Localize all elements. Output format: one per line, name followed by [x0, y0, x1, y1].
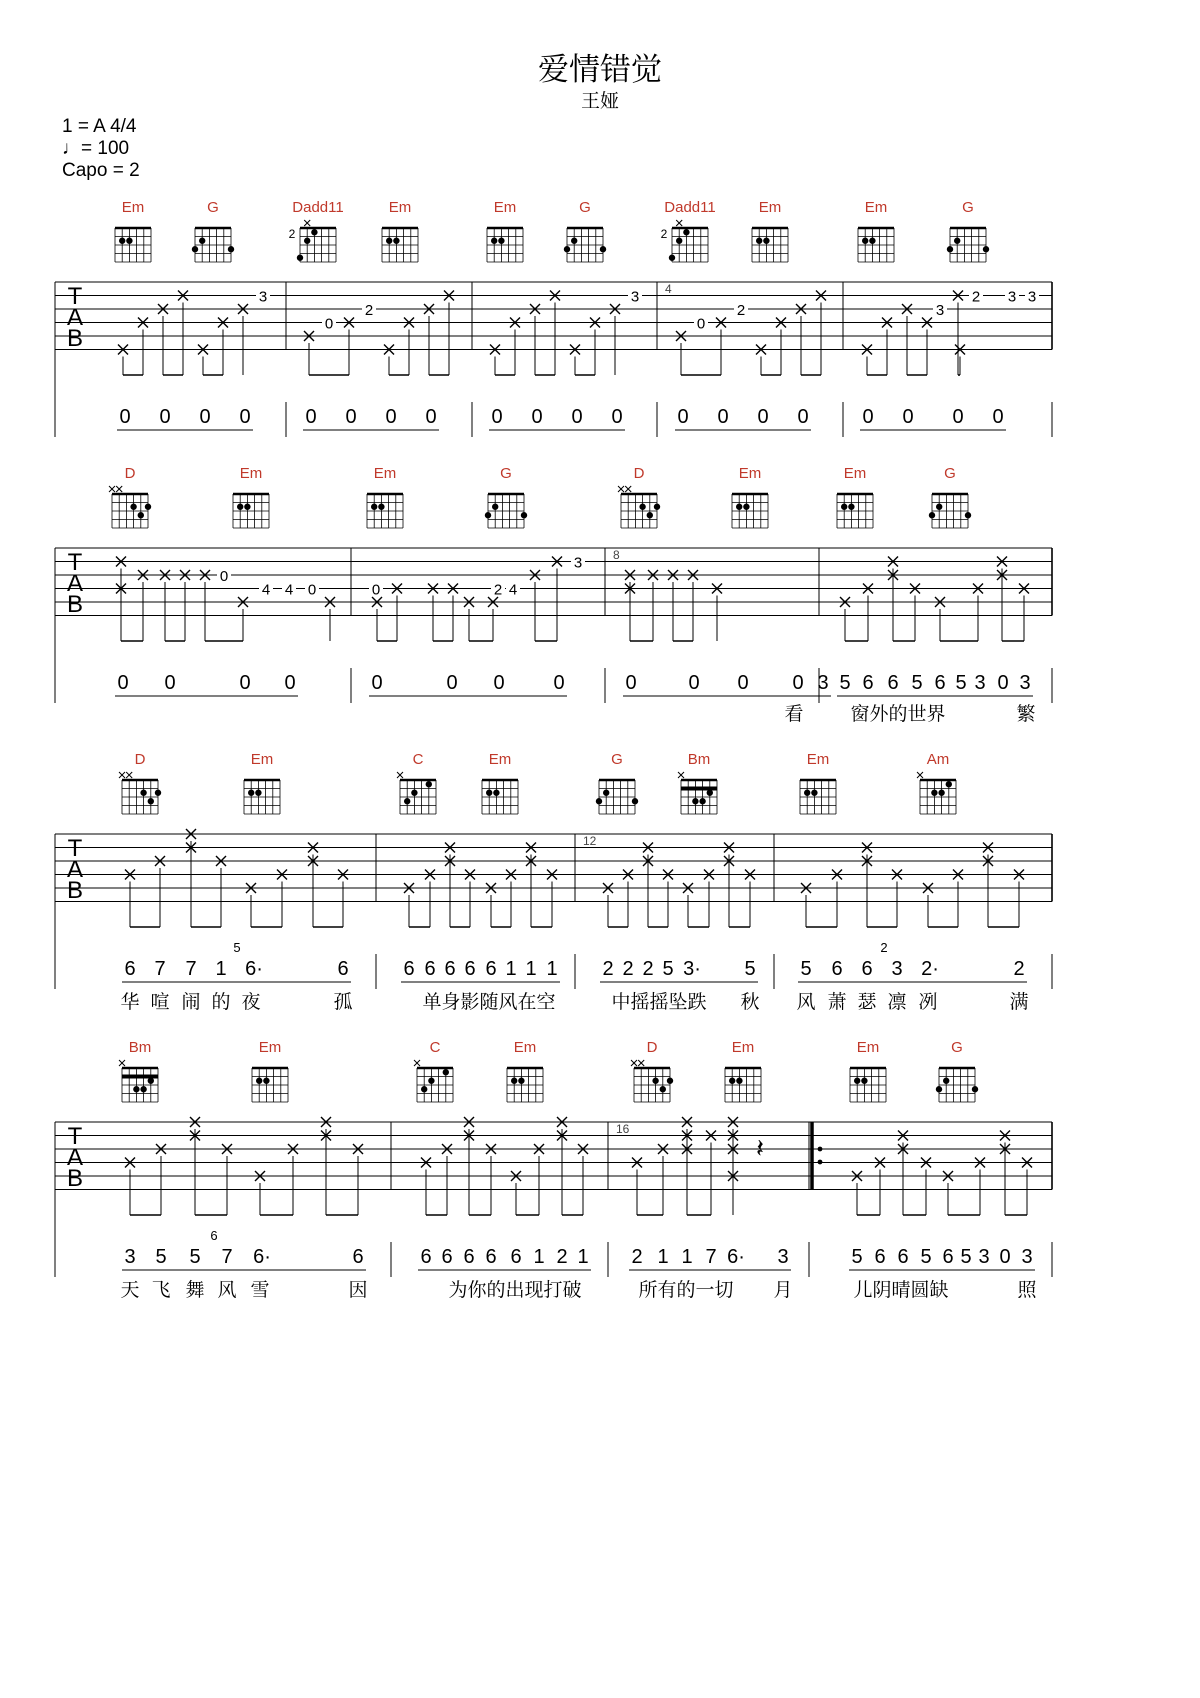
- tab-clef-letter: A: [66, 856, 84, 883]
- jianpu-note: 0: [491, 406, 503, 428]
- chord-diagram: [678, 751, 717, 814]
- measure-number: 4: [665, 282, 672, 296]
- jianpu-note: 2·: [921, 958, 939, 980]
- chord-name: Em: [513, 1039, 537, 1056]
- chord-diagram: [485, 465, 527, 528]
- chord-name: C: [429, 1039, 441, 1056]
- lyric-text: 飞: [151, 1280, 171, 1301]
- jianpu-note: 6: [831, 958, 843, 980]
- chord-name: Em: [843, 465, 867, 482]
- grace-note: 6: [210, 1228, 218, 1243]
- jianpu-note: 0: [159, 406, 171, 428]
- jianpu-note: 6: [861, 958, 873, 980]
- jianpu-note: 1: [215, 958, 227, 980]
- svg-text:2: 2: [288, 227, 296, 241]
- tab-clef-letter: B: [66, 1165, 84, 1192]
- chord-diagram: [752, 199, 788, 262]
- song-title: 爱情错觉: [538, 52, 662, 87]
- lyric-text: 喧: [150, 992, 170, 1013]
- jianpu-note: 6: [124, 958, 136, 980]
- jianpu-note: 3: [1021, 1246, 1033, 1268]
- chord-diagram: [397, 751, 436, 814]
- tab-fret-number: 4: [508, 581, 518, 599]
- jianpu-note: 0: [164, 672, 176, 694]
- measure-number: 16: [616, 1122, 630, 1136]
- chord-diagram: [233, 465, 269, 528]
- jianpu-note: 5: [955, 672, 967, 694]
- chord-diagram: [507, 1039, 543, 1102]
- jianpu-note: 6·: [245, 958, 263, 980]
- chord-diagram: [289, 199, 344, 262]
- jianpu-note: 6: [403, 958, 415, 980]
- tab-clef-letter: A: [66, 304, 84, 331]
- capo-marking: Capo = 2: [62, 160, 140, 181]
- tab-clef-letter: B: [66, 591, 84, 618]
- chord-name: Am: [926, 751, 950, 768]
- tab-fret-number: 3: [573, 554, 583, 572]
- jianpu-note: 1: [533, 1246, 545, 1268]
- jianpu-note: 0: [425, 406, 437, 428]
- chord-name: G: [611, 751, 623, 768]
- chord-name: Dadd11: [292, 199, 344, 216]
- key-signature: 1 = A 4/4: [62, 116, 137, 137]
- jianpu-note: 7: [705, 1246, 717, 1268]
- jianpu-note: 0: [199, 406, 211, 428]
- tab-clef-letter: T: [67, 835, 83, 862]
- jianpu-note: 0: [493, 672, 505, 694]
- tab-fret-number: 2: [971, 288, 981, 306]
- grace-note: 2: [880, 940, 888, 955]
- tab-clef-letter: T: [67, 1123, 83, 1150]
- artist-name: 王娅: [580, 91, 619, 112]
- jianpu-note: 0: [997, 672, 1009, 694]
- jianpu-note: 3: [978, 1246, 990, 1268]
- chord-diagram: [367, 465, 403, 528]
- chord-name: G: [951, 1039, 963, 1056]
- jianpu-note: 3: [817, 672, 829, 694]
- jianpu-note: 6: [352, 1246, 364, 1268]
- jianpu-note: 6·: [253, 1246, 271, 1268]
- chord-name: G: [944, 465, 956, 482]
- jianpu-note: 5: [920, 1246, 932, 1268]
- measure-number: 8: [613, 548, 620, 562]
- lyric-text: 秋: [740, 992, 760, 1013]
- jianpu-note: 1: [525, 958, 537, 980]
- chord-name: Em: [493, 199, 517, 216]
- tab-clef-letter: B: [66, 325, 84, 352]
- jianpu-note: 0: [797, 406, 809, 428]
- lyric-text: 儿阴晴圆缺: [853, 1280, 949, 1301]
- jianpu-note: 0: [239, 406, 251, 428]
- tempo-marking: ♩= 100: [62, 138, 130, 159]
- chord-name: Em: [258, 1039, 282, 1056]
- lyric-text: 照: [1017, 1280, 1037, 1301]
- chord-diagram: [837, 465, 873, 528]
- jianpu-note: 5: [800, 958, 812, 980]
- jianpu-note: 2: [602, 958, 614, 980]
- jianpu-note: 5: [851, 1246, 863, 1268]
- chord-name: Em: [388, 199, 412, 216]
- jianpu-note: 6: [463, 1246, 475, 1268]
- lyric-text: 舞: [185, 1280, 205, 1301]
- jianpu-note: 3: [891, 958, 903, 980]
- jianpu-note: 5: [155, 1246, 167, 1268]
- jianpu-note: 5: [662, 958, 674, 980]
- chord-name: D: [646, 1039, 658, 1056]
- lyric-text: 瑟: [857, 992, 877, 1013]
- tab-fret-number: 4: [261, 581, 271, 599]
- lyric-text: 凛: [887, 992, 907, 1013]
- chord-name: G: [500, 465, 512, 482]
- jianpu-note: 0: [737, 672, 749, 694]
- jianpu-note: 1: [546, 958, 558, 980]
- lyric-text: 风: [217, 1280, 237, 1301]
- lyric-text: 因: [348, 1280, 368, 1301]
- jianpu-note: 6·: [727, 1246, 745, 1268]
- chord-name: Em: [488, 751, 512, 768]
- jianpu-note: 0: [625, 672, 637, 694]
- jianpu-note: 7: [185, 958, 197, 980]
- jianpu-note: 6: [444, 958, 456, 980]
- jianpu-note: 6: [464, 958, 476, 980]
- jianpu-note: 0: [385, 406, 397, 428]
- jianpu-note: 5: [911, 672, 923, 694]
- lyric-text: 为你的出现打破: [448, 1280, 582, 1301]
- tab-fret-number: 0: [324, 315, 334, 333]
- chord-name: G: [207, 199, 219, 216]
- jianpu-note: 0: [446, 672, 458, 694]
- jianpu-note: 3: [777, 1246, 789, 1268]
- jianpu-note: 0: [952, 406, 964, 428]
- chord-name: Em: [806, 751, 830, 768]
- jianpu-note: 0: [688, 672, 700, 694]
- chord-diagram: [596, 751, 638, 814]
- tab-fret-number: 2: [736, 302, 746, 319]
- chord-diagram: [252, 1039, 288, 1102]
- chord-name: Em: [856, 1039, 880, 1056]
- jianpu-note: 0: [902, 406, 914, 428]
- chord-diagram: [661, 199, 716, 262]
- tab-fret-number: 2: [364, 302, 374, 319]
- jianpu-note: 0: [999, 1246, 1011, 1268]
- chord-diagram: [732, 465, 768, 528]
- lyric-text: 萧: [827, 992, 847, 1013]
- jianpu-note: 3: [974, 672, 986, 694]
- chord-name: D: [124, 465, 136, 482]
- chord-diagram: [947, 199, 989, 262]
- jianpu-note: 6: [887, 672, 899, 694]
- chord-name: Dadd11: [664, 199, 716, 216]
- chord-name: D: [633, 465, 645, 482]
- lyric-text: 月: [773, 1280, 793, 1301]
- lyric-text: 所有的一切: [638, 1280, 734, 1301]
- jianpu-note: 0: [717, 406, 729, 428]
- tab-clef-letter: T: [67, 283, 83, 310]
- chord-diagram: [115, 199, 151, 262]
- chord-diagram: [800, 751, 836, 814]
- jianpu-note: 1: [681, 1246, 693, 1268]
- chord-diagram: [929, 465, 971, 528]
- jianpu-note: 2: [622, 958, 634, 980]
- jianpu-note: 6: [424, 958, 436, 980]
- tab-clef-letter: A: [66, 570, 84, 597]
- jianpu-note: 0: [553, 672, 565, 694]
- chord-diagram: [382, 199, 418, 262]
- chord-diagram: [618, 465, 660, 528]
- tab-fret-number: 3: [1007, 288, 1017, 306]
- measure-number: 12: [583, 834, 597, 848]
- chord-diagram: [858, 199, 894, 262]
- jianpu-note: 6: [337, 958, 349, 980]
- lyric-text: 看: [784, 704, 804, 725]
- tab-fret-number: 0: [307, 581, 317, 599]
- lyric-text: 夜: [241, 992, 261, 1013]
- jianpu-note: 6: [862, 672, 874, 694]
- jianpu-note: 0: [345, 406, 357, 428]
- chord-diagram: [109, 465, 151, 528]
- jianpu-note: 2: [556, 1246, 568, 1268]
- tab-clef-letter: A: [66, 1144, 84, 1171]
- chord-name: Em: [239, 465, 263, 482]
- jianpu-note: 1: [505, 958, 517, 980]
- jianpu-note: 2: [631, 1246, 643, 1268]
- lyric-text: 中摇摇坠跌: [611, 992, 707, 1013]
- tab-fret-number: 3: [1027, 288, 1037, 306]
- jianpu-note: 0: [792, 672, 804, 694]
- jianpu-note: 6: [942, 1246, 954, 1268]
- jianpu-note: 0: [305, 406, 317, 428]
- chord-name: D: [134, 751, 146, 768]
- jianpu-note: 7: [154, 958, 166, 980]
- jianpu-note: 0: [611, 406, 623, 428]
- lyric-text: 繁: [1016, 704, 1036, 725]
- chord-diagram: [119, 751, 161, 814]
- jianpu-note: 0: [531, 406, 543, 428]
- chord-diagram: [564, 199, 606, 262]
- jianpu-note: 0: [677, 406, 689, 428]
- tab-fret-number: 2: [493, 581, 503, 599]
- jianpu-note: 1: [577, 1246, 589, 1268]
- lyric-text: 雪: [250, 1280, 270, 1301]
- jianpu-note: 6: [934, 672, 946, 694]
- chord-diagram: [487, 199, 523, 262]
- chord-diagram: [725, 1039, 761, 1102]
- lyric-text: 满: [1009, 992, 1029, 1013]
- tab-fret-number: 3: [630, 288, 640, 306]
- jianpu-note: 3: [124, 1246, 136, 1268]
- jianpu-note: 0: [862, 406, 874, 428]
- lyric-text: 闹: [181, 992, 201, 1013]
- jianpu-note: 6: [897, 1246, 909, 1268]
- repeat-dot: [818, 1160, 823, 1165]
- tab-fret-number: 0: [696, 315, 706, 333]
- jianpu-note: 6: [420, 1246, 432, 1268]
- jianpu-note: 2: [642, 958, 654, 980]
- tab-fret-number: 3: [935, 302, 945, 319]
- svg-text:2: 2: [660, 227, 668, 241]
- chord-name: Em: [731, 1039, 755, 1056]
- chord-name: Em: [121, 199, 145, 216]
- chord-name: Em: [864, 199, 888, 216]
- chord-name: Em: [758, 199, 782, 216]
- lyric-text: 的: [211, 992, 231, 1013]
- jianpu-note: 5: [839, 672, 851, 694]
- chord-diagram: [936, 1039, 978, 1102]
- jianpu-note: 2: [1013, 958, 1025, 980]
- tab-clef-letter: T: [67, 549, 83, 576]
- chord-diagram: [192, 199, 234, 262]
- chord-diagram: [414, 1039, 453, 1102]
- lyric-text: 冽: [918, 992, 938, 1013]
- jianpu-note: 5: [189, 1246, 201, 1268]
- chord-diagram: [631, 1039, 673, 1102]
- chord-diagram: [850, 1039, 886, 1102]
- lyric-text: 窗外的世界: [850, 704, 946, 725]
- tab-fret-number: 3: [258, 288, 268, 306]
- jianpu-note: 3: [1019, 672, 1031, 694]
- rest-symbol: 𝄽: [756, 1133, 764, 1163]
- jianpu-note: 6: [485, 958, 497, 980]
- tab-fret-number: 4: [284, 581, 294, 599]
- tab-clef-letter: B: [66, 877, 84, 904]
- chord-name: G: [962, 199, 974, 216]
- lyric-text: 单身影随风在空: [422, 992, 556, 1013]
- chord-name: Bm: [128, 1039, 152, 1056]
- jianpu-note: 0: [992, 406, 1004, 428]
- jianpu-note: 5: [744, 958, 756, 980]
- jianpu-note: 0: [117, 672, 129, 694]
- chord-name: Bm: [687, 751, 711, 768]
- repeat-dot: [818, 1147, 823, 1152]
- jianpu-note: 6: [485, 1246, 497, 1268]
- jianpu-note: 6: [510, 1246, 522, 1268]
- chord-name: Em: [250, 751, 274, 768]
- tab-fret-number: 0: [371, 581, 381, 599]
- chord-diagram: [482, 751, 518, 814]
- jianpu-note: 0: [239, 672, 251, 694]
- lyric-text: 风: [796, 992, 816, 1013]
- jianpu-note: 0: [571, 406, 583, 428]
- lyric-text: 华: [120, 992, 140, 1013]
- chord-diagram: [917, 751, 956, 814]
- jianpu-note: 3·: [683, 958, 701, 980]
- chord-name: C: [412, 751, 424, 768]
- tab-fret-number: 0: [219, 568, 229, 585]
- chord-diagram: [244, 751, 280, 814]
- jianpu-note: 0: [284, 672, 296, 694]
- chord-name: Em: [373, 465, 397, 482]
- jianpu-note: 5: [960, 1246, 972, 1268]
- jianpu-note: 6: [874, 1246, 886, 1268]
- chord-name: G: [579, 199, 591, 216]
- lyric-text: 天: [120, 1280, 140, 1301]
- chord-diagram: [119, 1039, 158, 1102]
- jianpu-note: 1: [657, 1246, 669, 1268]
- jianpu-note: 7: [221, 1246, 233, 1268]
- jianpu-note: 6: [441, 1246, 453, 1268]
- jianpu-note: 0: [757, 406, 769, 428]
- grace-note: 5: [233, 940, 241, 955]
- jianpu-note: 0: [119, 406, 131, 428]
- jianpu-note: 0: [371, 672, 383, 694]
- chord-name: Em: [738, 465, 762, 482]
- lyric-text: 孤: [333, 992, 353, 1013]
